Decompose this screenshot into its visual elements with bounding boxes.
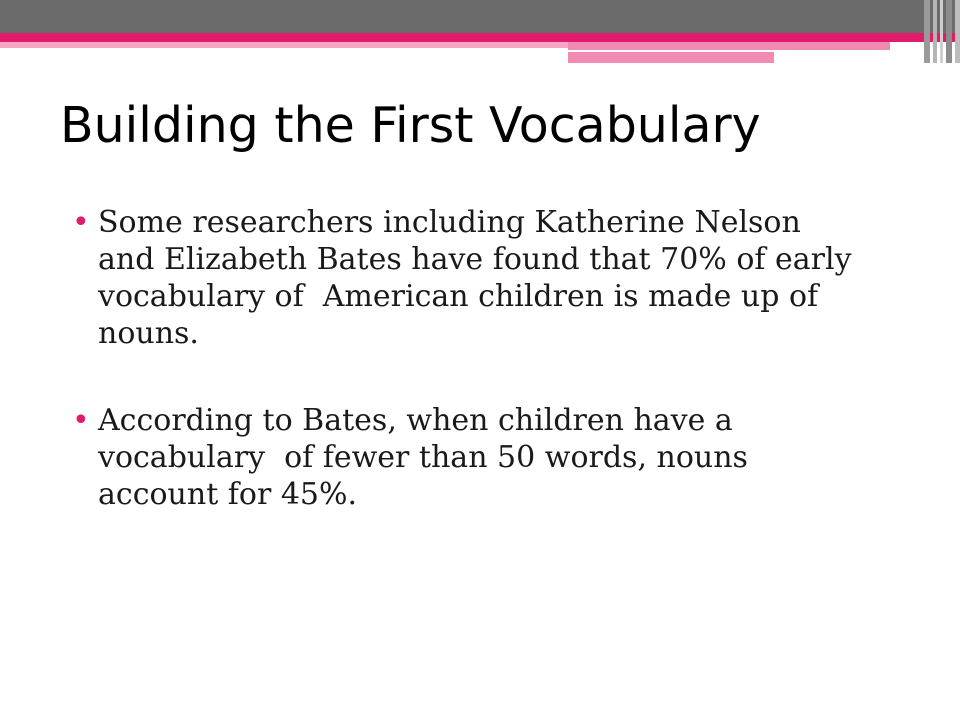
bullet-line: account for 45%. [98,477,358,512]
bullet-line: vocabulary of fewer than 50 words, nouns [98,440,748,475]
header-band-pink-step-2 [774,42,890,50]
bullet-list [72,204,922,513]
header-band-gray [0,0,960,33]
bullet-icon: • [72,403,90,438]
bullet-line: According to Bates, when children have a [98,403,733,438]
header-band-divider [568,50,890,52]
header-stripes [924,0,960,63]
bullet-line: nouns. [98,316,199,351]
bullet-line: vocabulary of American children is made up of [98,279,819,314]
bullet-line: and Elizabeth Bates have found that 70% of early [98,242,852,277]
bullet-icon: • [72,205,90,240]
bullet-item [72,204,922,352]
slide-title: Building the First Vocabulary [60,97,761,154]
header-band-pink [0,33,960,42]
header-band-pink-step [568,42,774,63]
bullet-line: Some researchers including Katherine Nelson [98,205,801,240]
header-band-pink-light [0,42,568,48]
bullet-item [72,402,922,513]
